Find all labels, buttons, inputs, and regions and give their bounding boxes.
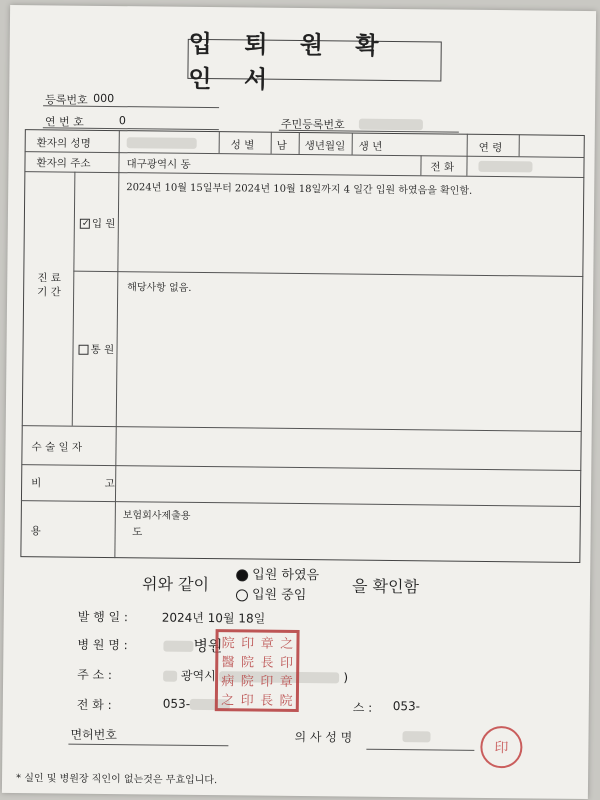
document-title: 입 퇴 원 확 인 서: [187, 39, 441, 82]
purpose-value: 보험회사제출용: [122, 510, 191, 522]
sex-value: 남: [276, 139, 287, 152]
hospital-address-label: 주 소 :: [77, 667, 113, 683]
hospital-phone-label: 전 화 :: [76, 697, 112, 713]
birth-value: 생 년: [358, 140, 383, 153]
outpatient-text: 해당사항 없음.: [127, 282, 192, 294]
hospital-name-label: 병 원 명 :: [77, 637, 128, 653]
doctor-name-label: 의 사 성 명: [294, 729, 353, 745]
in-hospital-radio[interactable]: [236, 589, 248, 601]
serial-label: 연 번 호: [44, 115, 84, 129]
inpatient-checkbox[interactable]: ✓: [81, 218, 90, 229]
phone-label: 전 화: [430, 161, 455, 174]
hospital-seal: 院 印 章 之 醫 院 長 印 病 院 印 章 之 印 長 院: [215, 629, 300, 712]
confirmation-prefix: 위와 같이: [141, 574, 210, 595]
patient-name-value: [127, 136, 197, 149]
hospital-name-value: 병원: [163, 635, 222, 657]
remarks-label: 비 고: [31, 477, 145, 491]
purpose-label: 용 도: [30, 525, 187, 539]
admitted-radio[interactable]: [236, 569, 248, 581]
option-in-hospital: [236, 583, 307, 603]
phone-value: [478, 160, 532, 173]
outpatient-option: [78, 342, 114, 357]
inpatient-text: 2024년 10월 15일부터 2024년 10월 18일까지 4 일간 입원 하였음을 확인함.: [126, 182, 473, 197]
footer-note: * 실인 및 병원장 직인이 없는것은 무효입니다.: [15, 773, 218, 787]
license-no-label: 면허번호: [70, 727, 117, 743]
birth-label: 생년월일: [304, 140, 346, 153]
document-paper: [2, 5, 596, 799]
doctor-name-value: [402, 729, 430, 743]
resident-no-label: 주민등록번호: [280, 117, 345, 132]
sex-label: 성 별: [230, 139, 255, 152]
in-hospital-label: 입원 중임: [251, 587, 307, 604]
age-label: 연 령: [478, 141, 503, 155]
outpatient-checkbox[interactable]: [78, 345, 88, 355]
confirmation-suffix: 을 확인함: [351, 576, 420, 597]
outpatient-label: 통 원: [90, 343, 115, 357]
issue-date-value: 2024년 10월 18일: [161, 610, 266, 626]
inpatient-option: [80, 216, 116, 231]
issue-date-label: 발 행 일 :: [77, 609, 129, 625]
reg-no-label: 등록번호: [45, 93, 88, 107]
inpatient-label: 입 원: [91, 217, 116, 231]
option-admitted: [236, 563, 319, 583]
patient-name-label: 환자의 성명: [36, 137, 91, 150]
admitted-label: 입원 하였음: [252, 567, 320, 584]
hospital-fax-label: 스 :: [352, 700, 373, 715]
reg-no-value: 000: [93, 91, 115, 106]
doctor-seal: 印: [480, 726, 522, 768]
surgery-date-label: 수 술 일 자: [31, 441, 83, 454]
address-label: 환자의 주소: [36, 157, 91, 170]
doctor-name-underline: [366, 749, 474, 751]
address-value: 대구광역시 동: [126, 158, 191, 171]
serial-value: 0: [118, 114, 127, 128]
hospital-phone-value: 053-: [163, 697, 230, 712]
hospital-address-value: 광역시 ): [163, 667, 348, 686]
hospital-fax-value: 053-: [392, 698, 421, 714]
treatment-period-label: 진 료 기 간: [37, 272, 61, 299]
resident-no-value: [359, 117, 423, 131]
license-no-underline: [68, 744, 228, 747]
